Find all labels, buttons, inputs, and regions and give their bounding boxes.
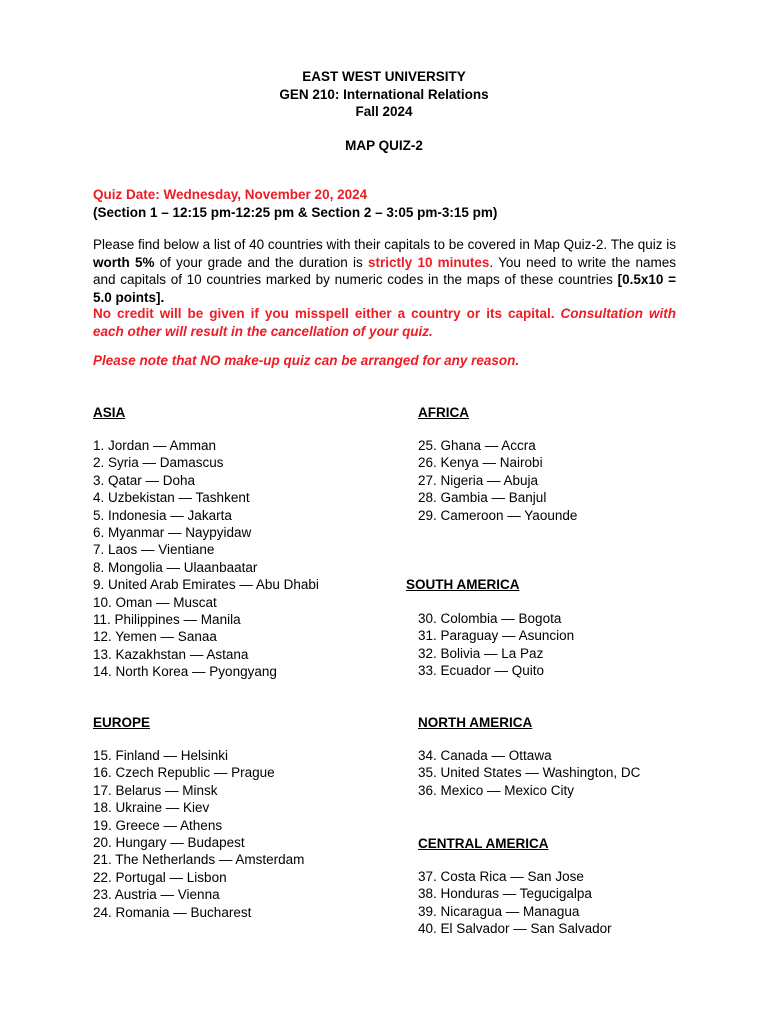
worth-percentage: worth 5%: [93, 254, 155, 270]
country-capital-item: 22. Portugal — Lisbon: [93, 869, 227, 885]
country-capital-item: 6. Myanmar — Naypyidaw: [93, 525, 252, 541]
country-capital-item: 35. United States — Washington, DC: [418, 765, 641, 781]
country-capital-item: 4. Uzbekistan — Tashkent: [93, 490, 250, 506]
region-heading-north-america: NORTH AMERICA: [418, 715, 533, 730]
region-heading-asia: ASIA: [93, 405, 126, 420]
course-title: GEN 210: International Relations: [279, 87, 489, 102]
country-list-africa: [418, 437, 577, 524]
country-capital-item: 25. Ghana — Accra: [418, 438, 536, 453]
country-capital-item: 14. North Korea — Pyongyang: [93, 664, 277, 680]
intro-text-1: Please find below a list of 40 countries with their capitals to be covered in Map Quiz-2. The quiz is: [93, 237, 676, 252]
intro-paragraph: [93, 236, 676, 306]
warning-paragraph: [93, 305, 676, 340]
country-capital-item: 23. Austria — Vienna: [93, 887, 220, 903]
country-capital-item: 28. Gambia — Banjul: [418, 490, 547, 506]
country-capital-item: 20. Hungary — Budapest: [93, 835, 245, 851]
country-capital-item: 33. Ecuador — Quito: [418, 663, 545, 679]
country-capital-item: 9. United Arab Emirates — Abu Dhabi: [93, 577, 319, 593]
country-list-asia: [93, 437, 319, 681]
country-capital-item: 1. Jordan — Amman: [93, 438, 217, 453]
country-list-south-america: [418, 610, 574, 680]
quiz-date: Quiz Date: Wednesday, November 20, 2024: [93, 187, 368, 202]
country-capital-item: 38. Honduras — Tegucigalpa: [418, 886, 592, 902]
country-capital-item: 39. Nicaragua — Managua: [418, 903, 580, 919]
country-capital-item: 3. Qatar — Doha: [93, 472, 196, 488]
consultation-warning: Consultation with each other will result in the cancellation of your quiz.: [93, 306, 676, 339]
country-capital-item: 32. Bolivia — La Paz: [418, 645, 544, 661]
country-capital-item: 19. Greece — Athens: [93, 817, 223, 833]
region-heading-central-america: CENTRAL AMERICA: [418, 836, 549, 851]
region-heading-africa: AFRICA: [418, 405, 469, 420]
quiz-duration: strictly 10 minutes: [367, 254, 490, 270]
country-capital-item: 7. Laos — Vientiane: [93, 542, 215, 558]
country-capital-item: 12. Yemen — Sanaa: [93, 629, 217, 645]
country-capital-item: 36. Mexico — Mexico City: [418, 782, 575, 798]
quiz-title: MAP QUIZ-2: [345, 138, 423, 153]
country-capital-item: 21. The Netherlands — Amsterdam: [93, 852, 305, 868]
country-capital-item: 27. Nigeria — Abuja: [418, 472, 539, 488]
country-capital-item: 18. Ukraine — Kiev: [93, 800, 210, 816]
country-list-central-america: [418, 868, 612, 938]
country-capital-item: 11. Philippines — Manila: [93, 612, 241, 628]
country-capital-item: 15. Finland — Helsinki: [93, 748, 229, 763]
points-breakdown: [0.5x10 = 5.0 points].: [93, 272, 677, 305]
country-capital-item: 40. El Salvador — San Salvador: [418, 921, 612, 937]
country-capital-item: 30. Colombia — Bogota: [418, 611, 562, 626]
country-capital-item: 37. Costa Rica — San Jose: [418, 869, 584, 884]
country-capital-item: 2. Syria — Damascus: [93, 455, 224, 471]
university-name: EAST WEST UNIVERSITY: [302, 69, 466, 84]
country-capital-item: 10. Oman — Muscat: [93, 594, 217, 610]
region-heading-europe: EUROPE: [93, 715, 151, 730]
country-list-europe: [93, 747, 304, 921]
country-list-north-america: [418, 747, 640, 799]
intro-text-3: . You need to write the names and capitals of 10 countries marked by numeric codes in the maps of these countries: [93, 254, 677, 287]
country-capital-item: 26. Kenya — Nairobi: [418, 455, 543, 471]
region-heading-south-america: SOUTH AMERICA: [406, 577, 520, 592]
intro-text-2: of your grade and the duration is: [154, 254, 368, 270]
term: Fall 2024: [355, 104, 413, 119]
makeup-note: Please note that NO make-up quiz can be arranged for any reason.: [93, 353, 520, 368]
country-capital-item: 5. Indonesia — Jakarta: [93, 507, 232, 523]
section-times: (Section 1 – 12:15 pm-12:25 pm & Section 2 – 3:05 pm-3:15 pm): [93, 205, 498, 220]
country-capital-item: 16. Czech Republic — Prague: [93, 765, 275, 781]
country-capital-item: 8. Mongolia — Ulaanbaatar: [93, 559, 258, 575]
misspell-warning: No credit will be given if you misspell either a country or its capital.: [93, 306, 555, 321]
country-capital-item: 31. Paraguay — Asuncion: [418, 628, 575, 644]
country-capital-item: 34. Canada — Ottawa: [418, 748, 552, 763]
country-capital-item: 13. Kazakhstan — Astana: [93, 646, 249, 662]
country-capital-item: 29. Cameroon — Yaounde: [418, 507, 578, 523]
country-capital-item: 24. Romania — Bucharest: [93, 904, 252, 920]
country-capital-item: 17. Belarus — Minsk: [93, 782, 218, 798]
